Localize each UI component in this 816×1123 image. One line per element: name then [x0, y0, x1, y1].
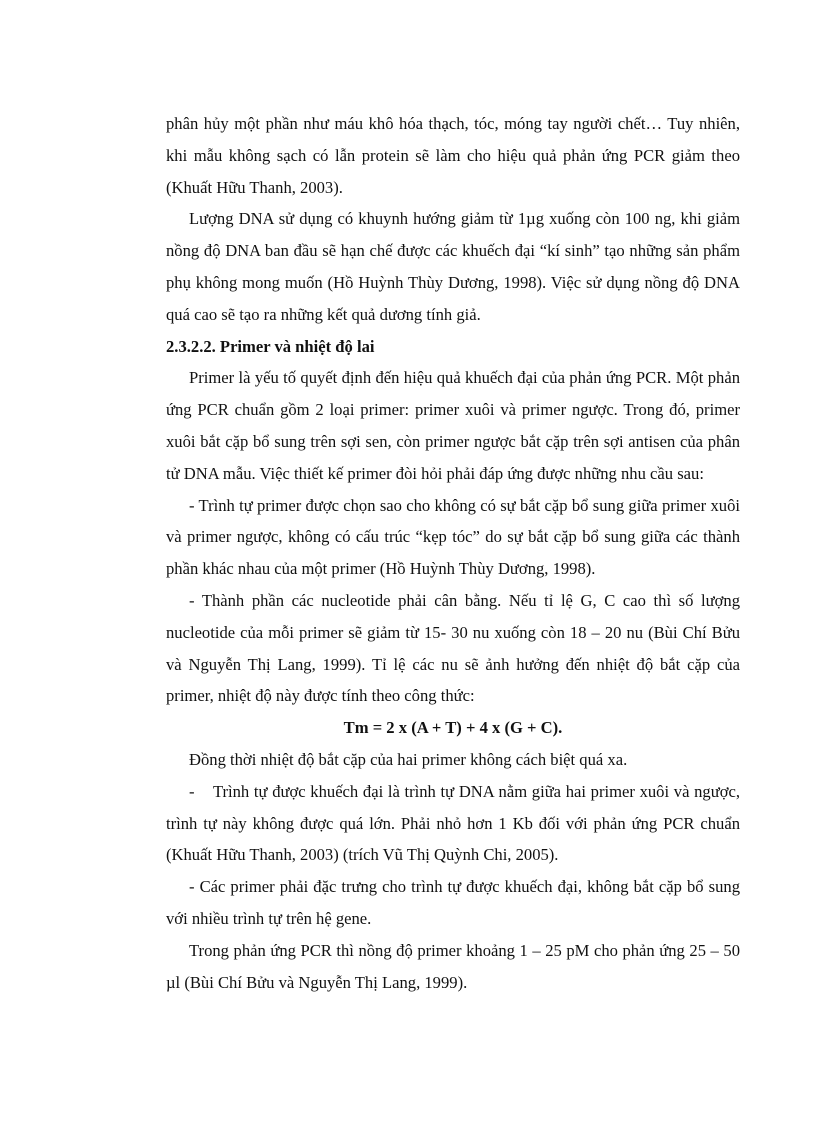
formula-tm: Tm = 2 x (A + T) + 4 x (G + C).: [343, 718, 563, 738]
document-page: [166, 108, 745, 998]
list-item-primer-sequence: - Trình tự primer được chọn sao cho không có sự bắt cặp bổ sung giữa primer xuôi và primer ngược, không có cấu trúc “kẹp tóc” do sự bắt cặp bổ sung giữa các thành phần khác nhau của một primer (Hồ Huỳnh Thùy Dương, 1998).: [166, 495, 740, 579]
paragraph-primer-intro: Primer là yếu tố quyết định đến hiệu quả khuếch đại của phản ứng PCR. Một phản ứng PCR chuẩn gồm 2 loại primer: primer xuôi và primer ngược. Trong đó, primer xuôi bắt cặp bổ sung trên sợi sen, còn primer ngược bắt cặp trên sợi antisen của phân tử DNA mẫu. Việc thiết kế primer đòi hỏi phải đáp ứng được những nhu cầu sau:: [166, 368, 740, 483]
paragraph-dna-amount: Lượng DNA sử dụng có khuynh hướng giảm từ 1µg xuống còn 100 ng, khi giảm nồng độ DNA ban đầu sẽ hạn chế được các khuếch đại “kí sinh” tạo những sản phẩm phụ không mong muốn (Hồ Huỳnh Thùy Dương, 1998). Việc sử dụng nồng độ DNA quá cao sẽ tạo ra những kết quả dương tính giả.: [166, 209, 740, 324]
list-item-amplified-sequence: - Trình tự được khuếch đại là trình tự DNA nằm giữa hai primer xuôi và ngược, trình tự này không được quá lớn. Phải nhỏ hơn 1 Kb đối với phản ứng PCR chuẩn (Khuất Hữu Thanh, 2003) (trích Vũ Thị Quỳnh Chi, 2005).: [166, 781, 745, 865]
section-heading: 2.3.2.2. Primer và nhiệt độ lai: [166, 336, 375, 356]
paragraph-primer-concentration: Trong phản ứng PCR thì nồng độ primer khoảng 1 – 25 pM cho phản ứng 25 – 50 µl (Bùi Chí Bửu và Nguyễn Thị Lang, 1999).: [166, 940, 740, 992]
paragraph-temperature-note: Đồng thời nhiệt độ bắt cặp của hai primer không cách biệt quá xa.: [189, 749, 628, 769]
list-item-nucleotide-balance: - Thành phần các nucleotide phải cân bằng. Nếu tỉ lệ G, C cao thì số lượng nucleotide của mỗi primer sẽ giảm từ 15- 30 nu xuống còn 18 – 20 nu (Bùi Chí Bửu và Nguyễn Thị Lang, 1999). Tỉ lệ các nu sẽ ảnh hưởng đến nhiệt độ bắt cặp của primer, nhiệt độ này được tính theo công thức:: [166, 590, 740, 706]
list-item-primer-specificity: - Các primer phải đặc trưng cho trình tự được khuếch đại, không bắt cặp bổ sung với nhiều trình tự trên hệ gene.: [166, 877, 740, 928]
paragraph-continuation: phân hủy một phần như máu khô hóa thạch, tóc, móng tay người chết… Tuy nhiên, khi mẫu không sạch có lẫn protein sẽ làm cho hiệu quả phản ứng PCR giảm theo (Khuất Hữu Thanh, 2003).: [166, 114, 740, 197]
